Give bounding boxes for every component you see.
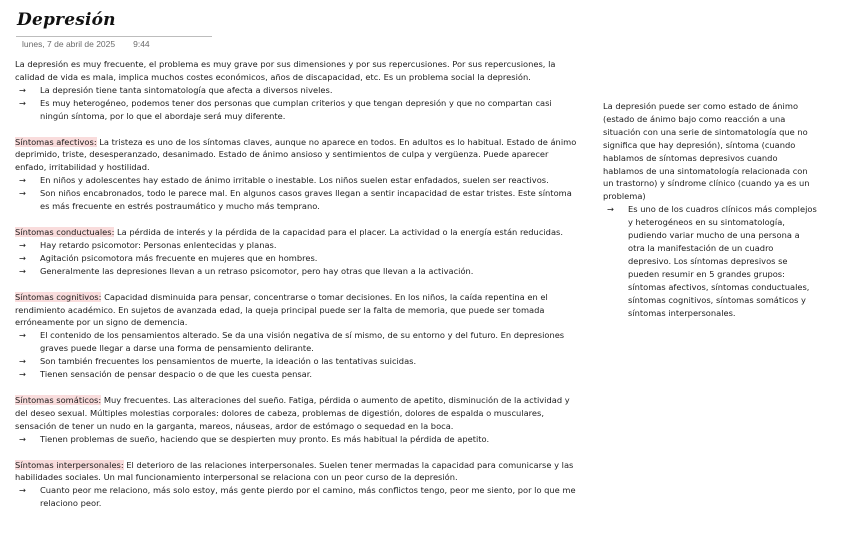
list-item: → Generalmente las depresiones llevan a un retraso psicomotor, pero hay otras que llevan a la activación. (19, 265, 474, 276)
section-heading: Síntomas interpersonales: (15, 459, 124, 470)
section-heading: Síntomas cognitivos: (15, 291, 102, 302)
list-item: → Es uno de los cuadros clínicos más complejos y heterogéneos en su sintomatología, pudiendo variar mucho de una persona a otra la manifestación de un cuadro depresivo. Los síntomas depresivos se pueden resumir en 5 grandes grupos: síntomas afectivos, síntomas conductuales, síntomas cognitivos, síntomas somáticos y síntomas interpersonales. (607, 204, 817, 318)
section-somaticos[interactable] (15, 394, 581, 446)
section-conductuales[interactable] (15, 226, 581, 278)
arrow-icon: → (607, 204, 614, 215)
arrow-icon: → (19, 265, 26, 276)
page-title[interactable]: Depresión (17, 10, 116, 30)
list-item: → Hay retardo psicomotor: Personas enlentecidas y planas. (19, 239, 277, 250)
section-bullet-list (15, 484, 581, 510)
list-item: → Agitación psicomotora más frecuente en mujeres que en hombres. (19, 252, 318, 263)
note-body[interactable] (15, 58, 581, 523)
list-item: → Es muy heterogéneo, podemos tener dos personas que cumplan criterios y que tengan depresión y que no compartan casi ningún síntoma, por lo que el abordaje será muy diferente. (19, 97, 552, 121)
arrow-icon: → (19, 239, 26, 250)
section-bullet-list (15, 433, 581, 446)
side-bullet-list (603, 203, 818, 319)
section-paragraph: Síntomas conductuales: La pérdida de interés y la pérdida de la capacidad para el placer. La actividad o la energía están reducidas. (15, 226, 563, 237)
arrow-icon: → (19, 369, 26, 380)
list-item: → Son niños encabronados, todo le parece mal. En algunos casos graves llegan a sentir incapacidad de estar tristes. Este síntoma es más frecuente en estrés postraumático y mucho más temprano. (19, 188, 572, 212)
section-heading: Síntomas somáticos: (15, 394, 102, 405)
list-item: → El contenido de los pensamientos alterado. Se da una visión negativa de sí mismo, de su entorno y del futuro. En depresiones graves puede llegar a darse una forma de pensamiento delirante. (19, 330, 565, 354)
arrow-icon: → (19, 97, 26, 108)
section-bullet-list (15, 174, 581, 213)
section-bullet-list (15, 239, 581, 278)
section-paragraph: Síntomas somáticos: Muy frecuentes. Las alteraciones del sueño. Fatiga, pérdida o aumento de apetito, disminución de la actividad y del deseo sexual. Múltiples molestias corporales: dolores de cabeza, problemas de digestión, dolores de espalda o musculares, sensación de tener un nudo en la garganta, mareos, náuseas, ardor de estómago o sequedad en la boca. (15, 394, 570, 431)
intro-bullet-list (15, 84, 581, 123)
arrow-icon: → (19, 485, 26, 496)
side-note[interactable] (603, 100, 818, 319)
arrow-icon: → (19, 252, 26, 263)
section-paragraph: Síntomas cognitivos: Capacidad disminuida para pensar, concentrarse o tomar decisiones. En los niños, la caída repentina en el rendimiento académico. En sujetos de avanzada edad, la queja principal puede ser la falta de memoria, que puede ser tomada erróneamente por un signo de demencia. (15, 291, 548, 328)
arrow-icon: → (19, 433, 26, 444)
section-afectivos[interactable] (15, 136, 581, 213)
intro-paragraph: La depresión es muy frecuente, el problema es muy grave por sus dimensiones y por sus repercusiones. Por sus repercusiones, la calidad de vida es mala, implica muchos costes económicos, años de discapacidad, etc. Es un problema social la depresión. (15, 59, 556, 82)
side-paragraph: La depresión puede ser como estado de ánimo (estado de ánimo bajo como reacción a una situación con una serie de sintomatología que no significa que hay depresión), síntoma (cuando hablamos de síntomas depresivos cuando hablamos de una sintomatología relacionada con un trastorno) y síndrome clínico (cuando ya es un problema) (603, 101, 810, 202)
section-heading: Síntomas afectivos: (15, 136, 97, 147)
list-item: → Tienen sensación de pensar despacio o de que les cuesta pensar. (19, 369, 313, 380)
section-paragraph: Síntomas afectivos: La tristeza es uno de los síntomas claves, aunque no aparece en todos. En adultos es lo habitual. Estado de ánimo deprimido, triste, desesperanzado, desanimado. Estado de ánimo ansioso y sentimientos de culpa y vergüenza. Puede aparecer enfado, irritabilidad y hostilidad. (15, 136, 577, 173)
arrow-icon: → (19, 84, 26, 95)
section-cognitivos[interactable] (15, 291, 581, 381)
section-heading: Síntomas conductuales: (15, 226, 115, 237)
section-bullet-list (15, 329, 581, 381)
arrow-icon: → (19, 330, 26, 341)
list-item: → Son también frecuentes los pensamientos de muerte, la ideación o las tentativas suicidas. (19, 356, 417, 367)
title-divider (16, 36, 212, 37)
section-interpersonales[interactable] (15, 459, 581, 511)
page-metadata (22, 39, 150, 49)
intro-block[interactable] (15, 58, 581, 123)
list-item: → Tienen problemas de sueño, haciendo que se despierten muy pronto. Es más habitual la pérdida de apetito. (19, 433, 490, 444)
page-time: 9:44 (133, 39, 150, 49)
arrow-icon: → (19, 175, 26, 186)
list-item: → En niños y adolescentes hay estado de ánimo irritable o inestable. Los niños suelen estar enfadados, suelen ser reactivos. (19, 175, 549, 186)
page-date: lunes, 7 de abril de 2025 (22, 39, 116, 49)
arrow-icon: → (19, 356, 26, 367)
arrow-icon: → (19, 188, 26, 199)
list-item: → La depresión tiene tanta sintomatología que afecta a diversos niveles. (19, 84, 333, 95)
section-paragraph: Síntomas interpersonales: El deterioro de las relaciones interpersonales. Suelen tener mermadas la capacidad para comunicarse y las habilidades sociales. Un mal funcionamiento interpersonal se relaciona con un peor curso de la depresión. (15, 459, 574, 483)
list-item: → Cuanto peor me relaciono, más solo estoy, más gente pierdo por el camino, más conflictos tengo, peor me siento, por lo que me relaciono peor. (19, 485, 576, 509)
